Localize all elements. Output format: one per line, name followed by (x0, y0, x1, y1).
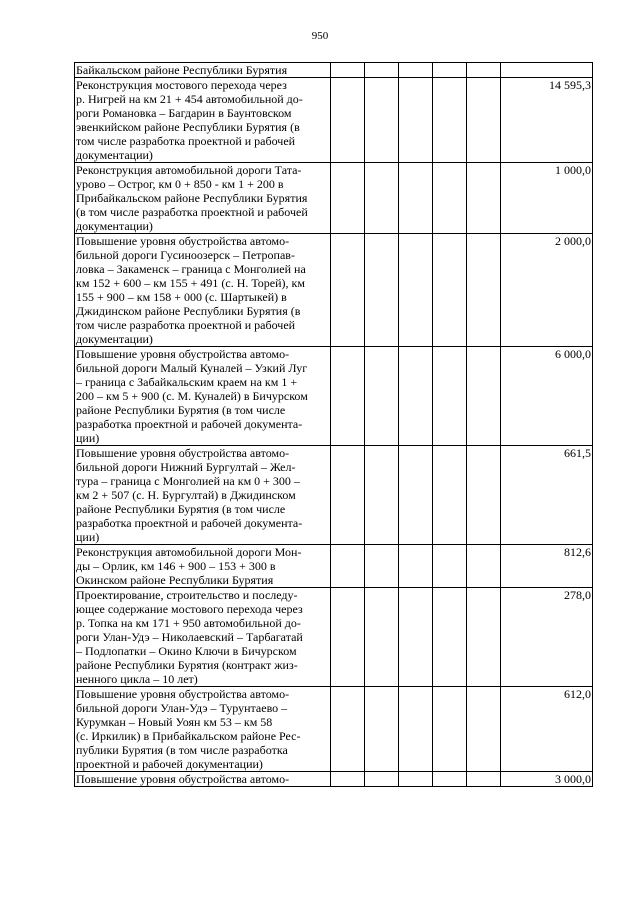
empty-cell (365, 163, 399, 234)
row-amount: 6 000,0 (501, 347, 593, 446)
empty-cell (399, 63, 433, 78)
table-row (75, 545, 593, 588)
row-description (75, 687, 331, 772)
description-line: том числе разработка проектной и рабочей (76, 134, 296, 148)
empty-cell (331, 78, 365, 163)
table-row (75, 687, 593, 772)
empty-cell (467, 687, 501, 772)
row-description (75, 588, 331, 687)
description-line: том числе разработка проектной и рабочей (76, 318, 296, 332)
row-amount: 278,0 (501, 588, 593, 687)
empty-cell (365, 63, 399, 78)
table-row (75, 63, 593, 78)
row-amount: 812,6 (501, 545, 593, 588)
description-line: Проектирование, строительство и последу- (76, 588, 298, 602)
empty-cell (331, 588, 365, 687)
description-line: (с. Иркилик) в Прибайкальском районе Рес- (76, 729, 301, 743)
empty-cell (331, 63, 365, 78)
empty-cell (331, 772, 365, 787)
description-line: км 2 + 507 (с. Н. Бургултай) в Джидинском (76, 488, 296, 502)
description-line: бильной дороги Нижний Бургултай – Жел- (76, 460, 296, 474)
description-line: документации) (76, 219, 153, 233)
description-line: тура – граница с Монголией на км 0 + 300 – (76, 474, 300, 488)
description-line: Прибайкальском районе Республики Бурятия (76, 191, 308, 205)
description-line: бильной дороги Гусиноозерск – Петропав- (76, 248, 295, 262)
empty-cell (365, 446, 399, 545)
table-row (75, 234, 593, 347)
empty-cell (331, 446, 365, 545)
description-line: – Подлопатки – Окино Ключи в Бичурском (76, 644, 297, 658)
row-amount: 612,0 (501, 687, 593, 772)
empty-cell (433, 772, 467, 787)
empty-cell (365, 545, 399, 588)
empty-cell (365, 347, 399, 446)
empty-cell (331, 234, 365, 347)
description-line: 200 – км 5 + 900 (с. М. Куналей) в Бичурском (76, 389, 308, 403)
page-number: 950 (311, 30, 329, 42)
description-line: районе Республики Бурятия (в том числе (76, 502, 286, 516)
empty-cell (433, 446, 467, 545)
empty-cell (433, 163, 467, 234)
description-line: км 152 + 600 – км 155 + 491 (с. Н. Торей), км (76, 276, 305, 290)
empty-cell (399, 772, 433, 787)
description-line: Байкальском районе Республики Бурятия (76, 63, 288, 77)
empty-cell (433, 63, 467, 78)
table-row (75, 446, 593, 545)
empty-cell (467, 545, 501, 588)
empty-cell (331, 347, 365, 446)
description-line: роги Романовка – Багдарин в Баунтовском (76, 106, 292, 120)
empty-cell (399, 78, 433, 163)
description-line: ловка – Закаменск – граница с Монголией на (76, 262, 306, 276)
description-line: Реконструкция автомобильной дороги Мон- (76, 545, 302, 559)
empty-cell (365, 78, 399, 163)
empty-cell (399, 347, 433, 446)
empty-cell (433, 588, 467, 687)
description-line: Повышение уровня обустройства автомо- (76, 446, 290, 460)
row-description (75, 347, 331, 446)
description-line: разработка проектной и рабочей документа- (76, 516, 303, 530)
table-row (75, 588, 593, 687)
empty-cell (331, 163, 365, 234)
description-line: р. Топка на км 171 + 950 автомобильной до- (76, 616, 301, 630)
empty-cell (399, 446, 433, 545)
empty-cell (365, 588, 399, 687)
empty-cell (331, 687, 365, 772)
row-description (75, 545, 331, 588)
description-line: ции) (76, 431, 100, 445)
row-amount: 661,5 (501, 446, 593, 545)
description-line: документации) (76, 148, 153, 162)
description-line: – граница с Забайкальским краем на км 1 + (76, 375, 298, 389)
description-line: урово – Острог, км 0 + 850 - км 1 + 200 в (76, 177, 284, 191)
description-line: документации) (76, 332, 153, 346)
description-line: роги Улан-Удэ – Николаевский – Тарбагатай (76, 630, 303, 644)
description-line: районе Республики Бурятия (контракт жиз- (76, 658, 298, 672)
row-description (75, 234, 331, 347)
description-line: Повышение уровня обустройства автомо- (76, 347, 290, 361)
row-amount: 14 595,3 (501, 78, 593, 163)
description-line: бильной дороги Малый Куналей – Узкий Луг (76, 361, 308, 375)
description-line: эвенкийском районе Республики Бурятия (в (76, 120, 300, 134)
empty-cell (365, 687, 399, 772)
empty-cell (399, 234, 433, 347)
description-line: публики Бурятия (в том числе разработка (76, 743, 288, 757)
description-line: проектной и рабочей документации) (76, 757, 263, 771)
description-line: районе Республики Бурятия (в том числе (76, 403, 286, 417)
description-line: р. Нигрей на км 21 + 454 автомобильной до- (76, 92, 303, 106)
empty-cell (433, 687, 467, 772)
table-row (75, 772, 593, 787)
empty-cell (467, 347, 501, 446)
table-row (75, 163, 593, 234)
description-line: Реконструкция мостового перехода через (76, 78, 287, 92)
description-line: Реконструкция автомобильной дороги Тата- (76, 163, 302, 177)
empty-cell (433, 234, 467, 347)
row-amount: 2 000,0 (501, 234, 593, 347)
row-description (75, 78, 331, 163)
empty-cell (365, 234, 399, 347)
row-amount: 3 000,0 (501, 772, 593, 787)
empty-cell (467, 78, 501, 163)
description-line: Повышение уровня обустройства автомо- (76, 687, 290, 701)
budget-table (74, 62, 593, 787)
empty-cell (467, 446, 501, 545)
empty-cell (399, 588, 433, 687)
description-line: ненного цикла – 10 лет) (76, 672, 198, 686)
empty-cell (399, 545, 433, 588)
row-description (75, 163, 331, 234)
empty-cell (433, 347, 467, 446)
description-line: 155 + 900 – км 158 + 000 (с. Шартыкей) в (76, 290, 287, 304)
empty-cell (433, 545, 467, 588)
empty-cell (399, 687, 433, 772)
empty-cell (467, 163, 501, 234)
description-line: разработка проектной и рабочей документа- (76, 417, 303, 431)
row-description (75, 63, 331, 78)
empty-cell (399, 163, 433, 234)
empty-cell (365, 772, 399, 787)
description-line: ции) (76, 530, 100, 544)
description-line: Курумкан – Новый Уоян км 53 – км 58 (76, 715, 273, 729)
empty-cell (467, 63, 501, 78)
empty-cell (467, 234, 501, 347)
description-line: Повышение уровня обустройства автомо- (76, 772, 290, 786)
table-row (75, 347, 593, 446)
description-line: бильной дороги Улан-Удэ – Турунтаево – (76, 701, 288, 715)
row-amount: 1 000,0 (501, 163, 593, 234)
description-line: ды – Орлик, км 146 + 900 – 153 + 300 в (76, 559, 276, 573)
row-description (75, 772, 331, 787)
table-row (75, 78, 593, 163)
description-line: Джидинском районе Республики Бурятия (в (76, 304, 301, 318)
description-line: (в том числе разработка проектной и рабочей (76, 205, 308, 219)
row-description (75, 446, 331, 545)
empty-cell (467, 588, 501, 687)
table-body (75, 63, 593, 787)
row-amount (501, 63, 593, 78)
description-line: Окинском районе Республики Бурятия (76, 573, 274, 587)
description-line: Повышение уровня обустройства автомо- (76, 234, 290, 248)
empty-cell (331, 545, 365, 588)
empty-cell (433, 78, 467, 163)
description-line: ющее содержание мостового перехода через (76, 602, 303, 616)
empty-cell (467, 772, 501, 787)
